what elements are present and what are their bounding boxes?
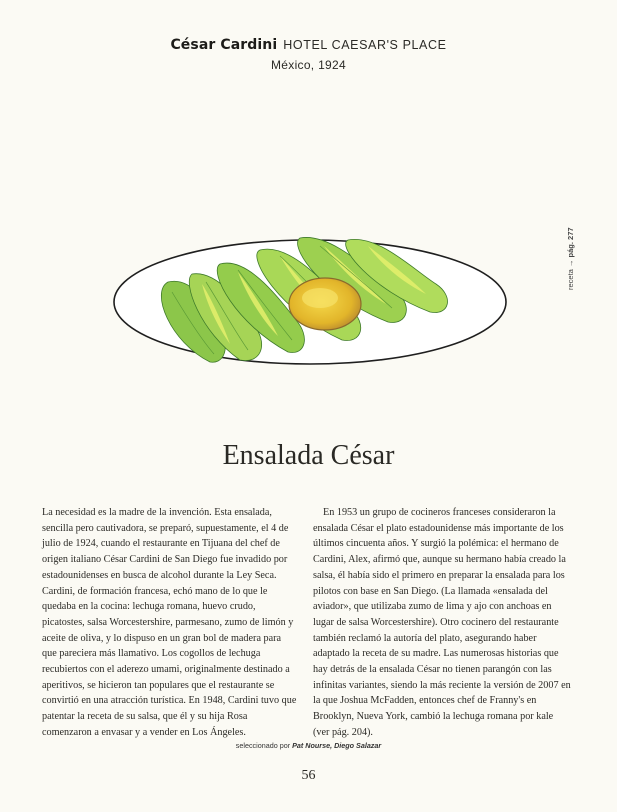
body-paragraph: La necesidad es la madre de la invención. Esta ensalada, sencilla pero cautivadora, se preparó, supuestamente, el 4 de julio de 1924, cuando el restaurante en Tijuana del chef de origen italiano César Cardini de San Diego fue invadido por estadounidenses en busca de alcohol durante la Ley Seca. Cardini, de formación francesa, echó mano de lo que le quedaba en la cocina: lechuga romana, huevo crudo, picatostes, salsa Worcestershire, parmesano, zumo de limón y aceite de oliva, y lo dispuso en un gran bol de madera para que pareciera más llamativo. Los cogollos de lechuga recubiertos con el aderezo umami, originalmente destinado a aperitivos, se hicieron tan populares que el restaurante se convirtió en una atracción turística. En 1948, Cardini tuvo que patentar la receta de su salsa, que él y su hija Rosa comenzaron a envasar y a vender en Los Ángeles. (42, 507, 297, 738)
header-line (0, 36, 617, 54)
page-number: 56 (301, 768, 316, 783)
body-paragraph: En 1953 un grupo de cocineros franceses consideraron la ensalada César el plato estadounidense más importante de los últimos cincuenta años. Y surgió la polémica: el hermano de Cardini, Alex, afirmó que, aunque su hermano había creado la salsa, él había sido el primero en preparar la ensalada para los pilotos con base en San Diego. (La llamada «ensalada del aviador», que utilizaba zumo de lima y ajo con anchoas en lugar de salsa Worcestershire). Otro cocinero del restaurante también reclamó la autoría del plato, asegurando haber adaptado la receta de su madre. Las numerosas historias que hay detrás de la ensalada César no tienen parangón con las infinitas variantes, siendo la más reciente la versión de 2007 en la que Joshua McFadden, entonces chef de Franny's en Brooklyn, Nueva York, cambió la lechuga romana por kale (ver pág. 204). (313, 507, 571, 738)
credits (0, 741, 617, 750)
salad-plate-illustration (110, 212, 510, 382)
recipe-page-reference (566, 210, 578, 290)
page-header (0, 36, 617, 72)
location-year: México, 1924 (271, 58, 346, 72)
recipe-title: Ensalada César (222, 440, 395, 471)
restaurant-name: HOTEL CAESAR'S PLACE (283, 38, 447, 52)
credits-names: Pat Nourse, Diego Salazar (292, 741, 382, 750)
recipe-ref-page: pág. 277 (566, 227, 575, 258)
credits-prefix: seleccionado por (235, 741, 293, 750)
body-column-right (313, 505, 571, 741)
chef-name: César Cardini (170, 37, 278, 53)
body-column-left (42, 505, 298, 741)
recipe-ref-label: receta → (566, 257, 575, 290)
